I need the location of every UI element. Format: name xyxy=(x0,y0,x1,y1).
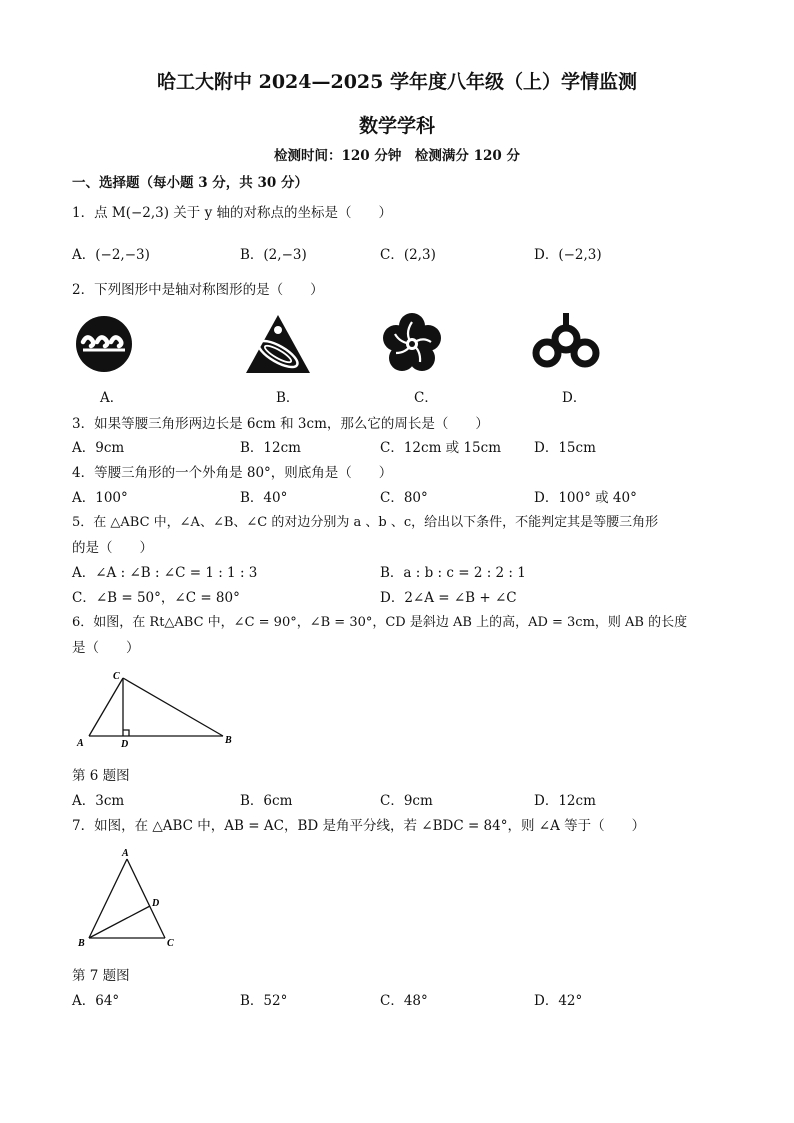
q6-option-b: B．6cm xyxy=(240,793,293,809)
flower-icon xyxy=(383,313,441,375)
q1-option-b: B．(2,−3) xyxy=(240,247,307,263)
section-heading: 一、选择题（每小题 3 分，共 30 分） xyxy=(72,175,308,191)
q7-option-a: A．64° xyxy=(72,993,120,1009)
q6-figure-caption: 第 6 题图 xyxy=(72,768,130,784)
q1-option-c: C．(2,3) xyxy=(380,247,436,263)
question-6-stem-line1: 6．如图，在 Rt△ABC 中，∠C = 90°，∠B = 30°，CD 是斜边 AB 上的高，AD = 3cm，则 AB 的长度 xyxy=(72,615,688,630)
q5-option-c: C．∠B = 50°，∠C = 80° xyxy=(72,590,240,606)
q2-label-d: D． xyxy=(562,390,587,406)
q7-point-b: B xyxy=(78,938,85,949)
triangle-ring-icon xyxy=(245,314,311,374)
q4-option-d: D．100° 或 40° xyxy=(534,490,637,506)
q5-option-d: D．2∠A = ∠B + ∠C xyxy=(380,590,517,606)
q3-option-a: A．9cm xyxy=(72,440,125,456)
question-6-stem-line2: 是（ ） xyxy=(72,640,140,656)
q6-point-d: D xyxy=(121,739,129,750)
q6-point-a: A xyxy=(77,738,84,749)
q6-option-c: C．9cm xyxy=(380,793,433,809)
q6-triangle-figure xyxy=(75,670,240,750)
question-5-stem-line2: 的是（ ） xyxy=(72,540,153,556)
q6-point-c: C xyxy=(113,671,120,682)
q2-label-c: C． xyxy=(414,390,438,406)
wave-circle-icon xyxy=(75,315,133,373)
clover-icon xyxy=(533,313,599,373)
q1-option-a: A．(−2,−3) xyxy=(72,247,150,263)
question-2-stem: 2．下列图形中是轴对称图形的是（ ） xyxy=(72,282,324,298)
q6-point-b: B xyxy=(225,735,232,746)
q4-option-c: C．80° xyxy=(380,490,428,506)
q3-option-b: B．12cm xyxy=(240,440,301,456)
q7-option-d: D．42° xyxy=(534,993,583,1009)
q7-option-b: B．52° xyxy=(240,993,288,1009)
q4-option-b: B．40° xyxy=(240,490,288,506)
q5-option-b: B．a : b : c = 2 : 2 : 1 xyxy=(380,565,526,581)
q7-figure-caption: 第 7 题图 xyxy=(72,968,130,984)
q7-point-c: C xyxy=(167,938,174,949)
q6-option-a: A．3cm xyxy=(72,793,125,809)
q2-label-a: A． xyxy=(100,390,124,406)
question-1-stem: 1．点 M(−2,3) 关于 y 轴的对称点的坐标是（ ） xyxy=(72,205,393,221)
question-4-stem: 4．等腰三角形的一个外角是 80°，则底角是（ ） xyxy=(72,465,393,481)
exam-title: 哈工大附中 2024—2025 学年度八年级（上）学情监测 xyxy=(157,71,637,93)
q7-point-d: D xyxy=(152,898,160,909)
question-7-stem: 7．如图，在 △ABC 中，AB = AC，BD 是角平分线，若 ∠BDC = 84°，则 ∠A 等于（ ） xyxy=(72,818,646,834)
q5-option-a: A．∠A : ∠B : ∠C = 1 : 1 : 3 xyxy=(72,565,258,581)
q7-option-c: C．48° xyxy=(380,993,428,1009)
exam-info: 检测时间：120 分钟 检测满分 120 分 xyxy=(274,148,520,164)
q6-option-d: D．12cm xyxy=(534,793,596,809)
question-5-stem-line1: 5．在 △ABC 中，∠A、∠B、∠C 的对边分别为 a 、b 、c，给出以下条件，不能判定其是等腰三角形 xyxy=(72,515,659,530)
q2-label-b: B． xyxy=(276,390,300,406)
q7-point-a: A xyxy=(122,848,129,859)
q1-option-d: D．(−2,3) xyxy=(534,247,602,263)
q3-option-c: C．12cm 或 15cm xyxy=(380,440,501,456)
q4-option-a: A．100° xyxy=(72,490,128,506)
question-3-stem: 3．如果等腰三角形两边长是 6cm 和 3cm，那么它的周长是（ ） xyxy=(72,416,489,432)
q7-triangle-figure xyxy=(75,845,185,955)
subject-title: 数学学科 xyxy=(358,115,435,137)
q3-option-d: D．15cm xyxy=(534,440,596,456)
